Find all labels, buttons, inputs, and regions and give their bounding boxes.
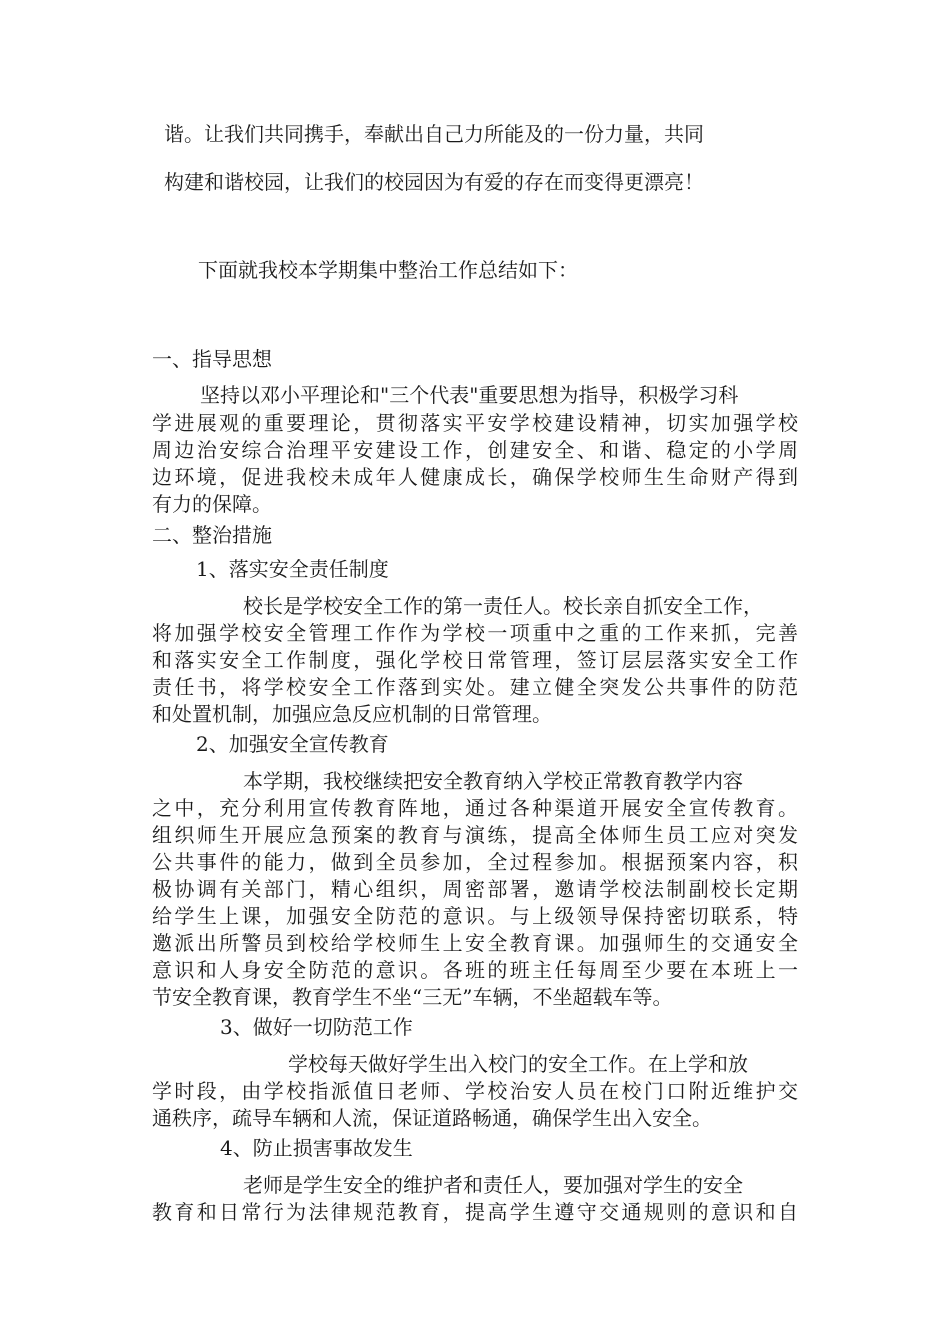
paragraph-line: 学进展观的重要理论，贯彻落实平安学校建设精神，切实加强学校: [152, 411, 798, 435]
paragraph-line: 和处置机制，加强应急反应机制的日常管理。: [152, 702, 552, 726]
paragraph-line: 坚持以邓小平理论和"三个代表"重要思想为指导，积极学习科: [200, 383, 739, 407]
intro-line: 构建和谐校园，让我们的校园因为有爱的存在而变得更漂亮！: [164, 170, 704, 194]
lead-paragraph: 下面就我校本学期集中整治工作总结如下：: [198, 258, 578, 282]
paragraph-line: 本学期，我校继续把安全教育纳入学校正常教育教学内容: [243, 769, 743, 793]
paragraph-line: 公共事件的能力，做到全员参加，全过程参加。根据预案内容，积: [152, 850, 798, 874]
intro-line: 谐。让我们共同携手，奉献出自己力所能及的一份力量，共同: [164, 122, 704, 146]
paragraph-line: 意识和人身安全防范的意识。各班的班主任每周至少要在本班上一: [152, 958, 798, 982]
paragraph-line: 极协调有关部门，精心组织，周密部署，邀请学校法制副校长定期: [152, 877, 798, 901]
paragraph-line: 老师是学生安全的维护者和责任人，要加强对学生的安全: [243, 1173, 743, 1197]
section-heading: 一、指导思想: [152, 347, 272, 371]
paragraph-line: 周边治安综合治理平安建设工作，创建安全、和谐、稳定的小学周: [152, 438, 798, 462]
paragraph-line: 和落实安全工作制度，强化学校日常管理，签订层层落实安全工作: [152, 648, 798, 672]
paragraph-line: 节安全教育课，教育学生不坐“三无”车辆，不坐超载车等。: [152, 985, 673, 1009]
paragraph-line: 之中，充分利用宣传教育阵地，通过各种渠道开展安全宣传教育。: [152, 796, 798, 820]
section-heading: 二、整治措施: [152, 523, 272, 547]
paragraph-line: 责任书，将学校安全工作落到实处。建立健全突发公共事件的防范: [152, 675, 798, 699]
paragraph-line: 组织师生开展应急预案的教育与演练，提高全体师生员工应对突发: [152, 823, 798, 847]
paragraph-line: 将加强学校安全管理工作作为学校一项重中之重的工作来抓，完善: [152, 621, 798, 645]
paragraph-line: 通秩序，疏导车辆和人流，保证道路畅通，确保学生出入安全。: [152, 1106, 712, 1130]
paragraph-line: 教育和日常行为法律规范教育，提高学生遵守交通规则的意识和自: [152, 1200, 798, 1224]
paragraph-line: 给学生上课，加强安全防范的意识。与上级领导保持密切联系，特: [152, 904, 798, 928]
paragraph-line: 边环境，促进我校未成年人健康成长，确保学校师生生命财产得到: [152, 465, 798, 489]
subsection-title: 4、防止损害事故发生: [220, 1136, 413, 1160]
paragraph-line: 校长是学校安全工作的第一责任人。校长亲自抓安全工作，: [243, 594, 763, 618]
paragraph-line: 学时段，由学校指派值日老师、学校治安人员在校门口附近维护交: [152, 1079, 798, 1103]
paragraph-line: 学校每天做好学生出入校门的安全工作。在上学和放: [288, 1052, 748, 1076]
paragraph-line: 有力的保障。: [152, 492, 272, 516]
paragraph-line: 邀派出所警员到校给学校师生上安全教育课。加强师生的交通安全: [152, 931, 798, 955]
subsection-title: 2、加强安全宣传教育: [196, 732, 389, 756]
subsection-title: 3、做好一切防范工作: [220, 1015, 413, 1039]
subsection-title: 1、落实安全责任制度: [196, 557, 389, 581]
